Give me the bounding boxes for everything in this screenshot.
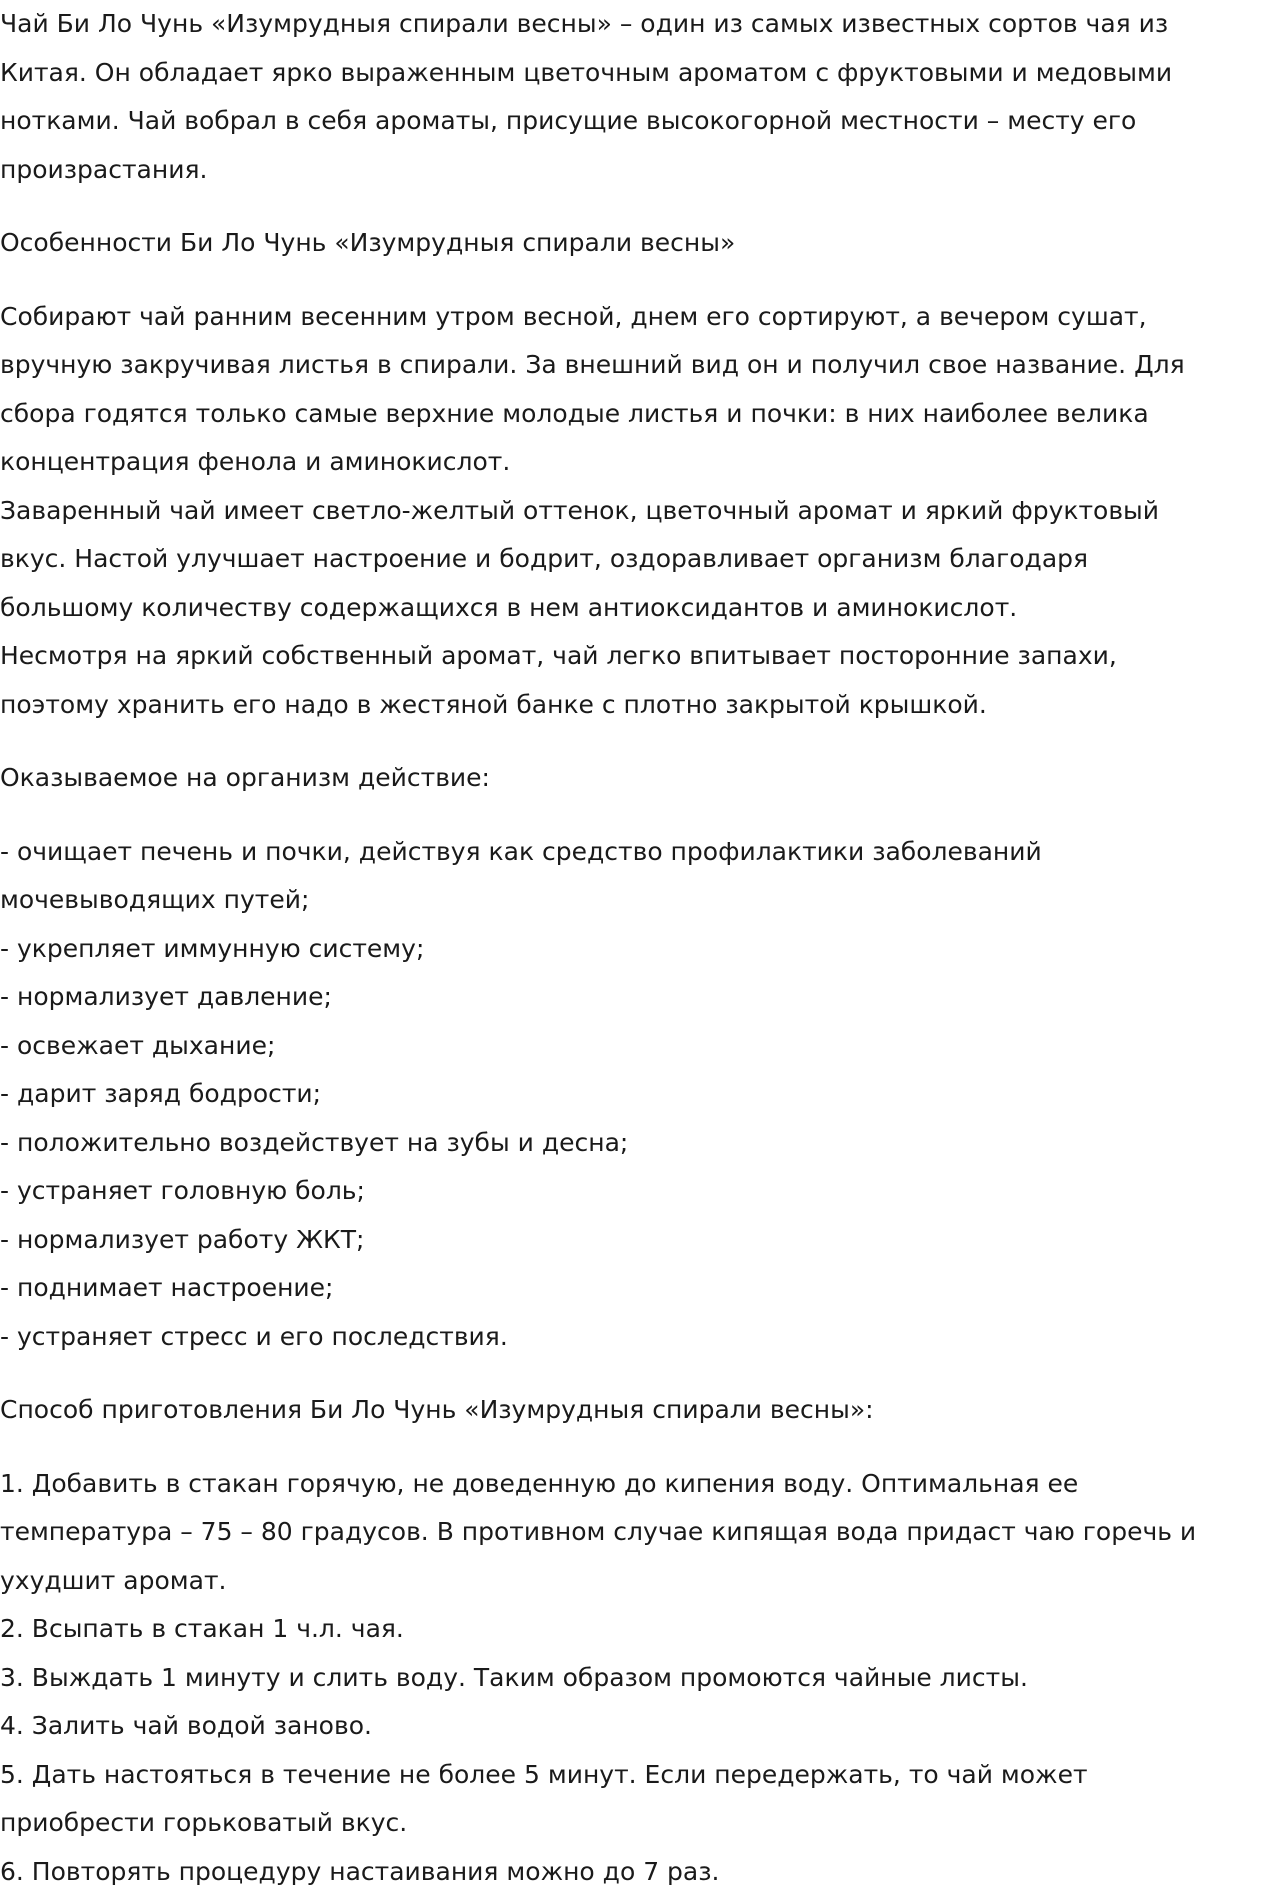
step-line: 4. Залить чай водой заново. (0, 1702, 1262, 1751)
effects-heading (0, 754, 1262, 803)
list-item: - положительно воздействует на зубы и десна; (0, 1119, 1262, 1168)
list-item: - устраняет головную боль; (0, 1167, 1262, 1216)
list-item: - поднимает настроение; (0, 1264, 1262, 1313)
list-item: мочевыводящих путей; (0, 876, 1262, 925)
section-heading: Способ приготовления Би Ло Чунь «Изумрудныя спирали весны»: (0, 1386, 1262, 1435)
step-line: 1. Добавить в стакан горячую, не доведенную до кипения воду. Оптимальная ее (0, 1460, 1262, 1509)
step-line: 3. Выждать 1 минуту и слить воду. Таким образом промоются чайные листы. (0, 1654, 1262, 1703)
text-line: Китая. Он обладает ярко выраженным цветочным ароматом с фруктовыми и медовыми (0, 49, 1262, 98)
list-item: - нормализует работу ЖКТ; (0, 1216, 1262, 1265)
text-line: Чай Би Ло Чунь «Изумрудныя спирали весны» – один из самых известных сортов чая из (0, 0, 1262, 49)
text-line: Несмотря на яркий собственный аромат, чай легко впитывает посторонние запахи, (0, 632, 1262, 681)
intro-paragraph (0, 0, 1262, 194)
text-line: произрастания. (0, 146, 1262, 195)
paragraph-gap (0, 194, 1262, 219)
paragraph-gap (0, 268, 1262, 293)
list-item: - устраняет стресс и его последствия. (0, 1313, 1262, 1362)
text-line: Собирают чай ранним весенним утром весной, днем его сортируют, а вечером сушат, (0, 293, 1262, 342)
effects-list (0, 828, 1262, 1362)
list-item: - дарит заряд бодрости; (0, 1070, 1262, 1119)
section-heading: Особенности Би Ло Чунь «Изумрудныя спирали весны» (0, 219, 1262, 268)
paragraph-gap (0, 729, 1262, 754)
list-item: - нормализует давление; (0, 973, 1262, 1022)
step-line: ухудшит аромат. (0, 1557, 1262, 1606)
list-item: - укрепляет иммунную систему; (0, 925, 1262, 974)
preparation-heading (0, 1386, 1262, 1435)
list-item: - очищает печень и почки, действуя как средство профилактики заболеваний (0, 828, 1262, 877)
step-line: 2. Всыпать в стакан 1 ч.л. чая. (0, 1605, 1262, 1654)
features-paragraph (0, 293, 1262, 730)
step-line: температура – 75 – 80 градусов. В противном случае кипящая вода придаст чаю горечь и (0, 1508, 1262, 1557)
text-line: Заваренный чай имеет светло-желтый оттенок, цветочный аромат и яркий фруктовый (0, 487, 1262, 536)
text-line: сбора годятся только самые верхние молодые листья и почки: в них наиболее велика (0, 390, 1262, 439)
text-line: нотками. Чай вобрал в себя ароматы, присущие высокогорной местности – месту его (0, 97, 1262, 146)
features-heading (0, 219, 1262, 268)
text-line: поэтому хранить его надо в жестяной банке с плотно закрытой крышкой. (0, 681, 1262, 730)
list-item: - освежает дыхание; (0, 1022, 1262, 1071)
paragraph-gap (0, 1435, 1262, 1460)
step-line: приобрести горьковатый вкус. (0, 1799, 1262, 1848)
text-line: вручную закручивая листья в спирали. За внешний вид он и получил свое название. Для (0, 341, 1262, 390)
text-line: концентрация фенола и аминокислот. (0, 438, 1262, 487)
step-line: 5. Дать настояться в течение не более 5 минут. Если передержать, то чай может (0, 1751, 1262, 1800)
paragraph-gap (0, 1361, 1262, 1386)
text-line: большому количеству содержащихся в нем антиоксидантов и аминокислот. (0, 584, 1262, 633)
paragraph-gap (0, 803, 1262, 828)
text-line: вкус. Настой улучшает настроение и бодрит, оздоравливает организм благодаря (0, 535, 1262, 584)
preparation-steps (0, 1460, 1262, 1896)
section-heading: Оказываемое на организм действие: (0, 754, 1262, 803)
step-line: 6. Повторять процедуру настаивания можно до 7 раз. (0, 1848, 1262, 1896)
